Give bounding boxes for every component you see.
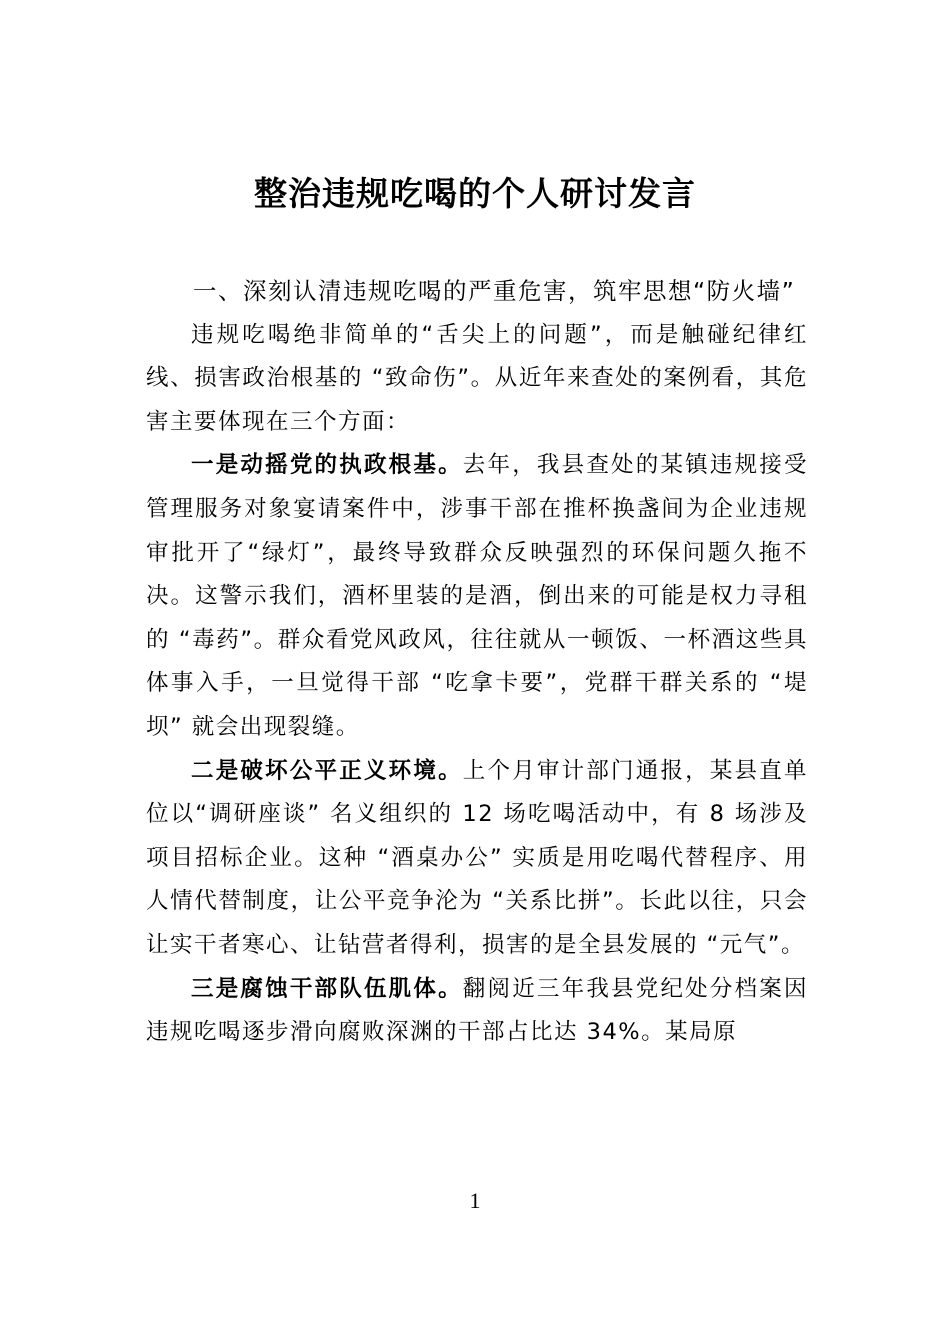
point-text-2: 上个月审计部门通报，某县直单位以“调研座谈” 名义组织的 12 场吃喝活动中，有 8 场涉及项目招标企业。这种 “酒桌办公” 实质是用吃喝代替程序、用人情代替制度，让公平竞争沦为 “关系比拼”。长此以往，只会让实干者寒心、让钻营者得利，损害的是全县发展的 “元气”。 [146,757,808,958]
point-paragraph-2 [146,750,808,968]
document-title: 整治违规吃喝的个人研讨发言 [254,174,696,213]
document-body [146,270,808,1055]
point-text-1: 去年，我县查处的某镇违规接受管理服务对象宴请案件中，涉事干部在推杯换盏间为企业违规审批开了“绿灯”，最终导致群众反映强烈的环保问题久拖不决。这警示我们，酒杯里装的是酒，倒出来的可能是权力寻租的 “毒药”。群众看党风政风，往往就从一顿饭、一杯酒这些具体事入手，一旦觉得干部 “吃拿卡要”，党群干群关系的 “堤坝” 就会出现裂缝。 [146,452,808,740]
page-number: 1 [469,1188,481,1213]
point-paragraph-1 [146,444,808,749]
point-text-3: 翻阅近三年我县党纪处分档案因违规吃喝逐步滑向腐败深渊的干部占比达 34%。某局原 [146,975,808,1046]
intro-paragraph: 违规吃喝绝非简单的“舌尖上的问题”，而是触碰纪律红线、损害政治根基的 “致命伤”。从近年来查处的案例看，其危害主要体现在三个方面： [146,321,808,435]
point-paragraph-3 [146,968,808,1055]
point-lead-1: 一是动摇党的执政根基。 [191,452,463,479]
section-heading: 一、深刻认清违规吃喝的严重危害，筑牢思想“防火墙” [193,277,796,305]
point-lead-3: 三是腐蚀干部队伍肌体。 [191,975,463,1002]
point-lead-2: 二是破坏公平正义环境。 [191,757,463,784]
